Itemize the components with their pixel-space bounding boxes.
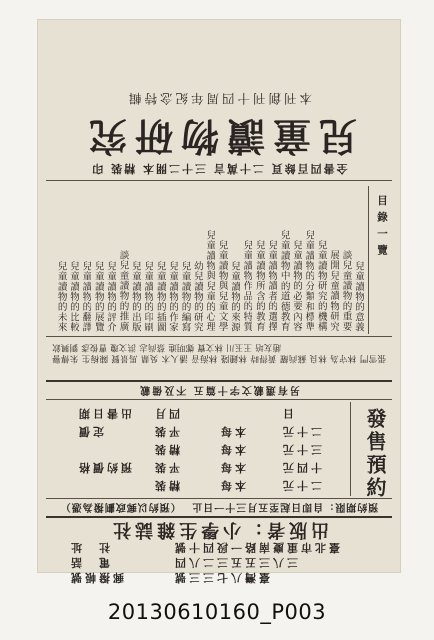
sale-label: 發售預約	[363, 408, 387, 500]
contents-item: 兒童讀物的分類和標準	[303, 230, 315, 332]
contents-item: 兒童讀物的意義	[353, 260, 364, 332]
contents-item: 兒童讀物的未來	[55, 260, 67, 332]
sale-row-extra: 三十元	[280, 443, 322, 456]
sale-row-value: 平裝	[152, 425, 180, 438]
contents-label: 目錄一覽	[376, 195, 388, 261]
divider	[368, 186, 369, 334]
contents-item: 兒童讀物的印刷	[142, 260, 154, 332]
publisher-row-value: 三八三五五三二八四	[172, 556, 298, 569]
contents-item: 兒童讀物的展覽	[92, 260, 104, 332]
publisher-info	[62, 542, 382, 590]
contents-item: 談兒童讀物的推廣	[117, 250, 129, 332]
sale-table	[68, 406, 348, 496]
page-title: 兒童讀物研究	[81, 114, 358, 159]
preorder-period: 預約期限：自即日起至五月三十一日止	[191, 501, 379, 512]
contents-item: 兒童讀物讀者的選擇	[266, 240, 278, 332]
publisher-label: 出版者：	[241, 519, 329, 540]
publisher-row-key: 郵撥帳號	[68, 571, 124, 584]
sale-row-value: 四月	[152, 407, 180, 420]
sale-row	[68, 424, 348, 442]
sale-row-value: 精裝	[152, 443, 180, 456]
contents-item: 兒童讀物與兒童的心理	[204, 230, 216, 332]
sale-row-head: 預約價格	[76, 461, 132, 474]
divider	[350, 402, 351, 496]
publisher-name: 小學生雜誌社	[109, 519, 241, 540]
book-specs: 全書四百餘頁 二十萬言 三十二開本 精裝 印	[90, 162, 348, 175]
contents-item: 兒童讀物所含的教育	[253, 240, 265, 332]
sale-row-unit: 本每	[218, 479, 246, 492]
sale-row	[68, 406, 348, 424]
publisher-row	[62, 572, 382, 587]
divider	[46, 498, 392, 499]
divider	[46, 336, 392, 337]
contents-item: 兒童讀物中的道德教育	[278, 230, 290, 332]
sale-row-extra: 二十元	[280, 479, 322, 492]
notice-text: 另有選載文字十篇五 不及備載	[138, 384, 300, 395]
contents-item: 兒童讀物與兒童文學	[216, 240, 228, 332]
authors-list: 張雪門 林守為 林良 蘇尚耀 黃得時 林鍾隆 林海音 潘人木 吳鼎 馬景賢 陳梅生 朱傳譽 趙友培 王玉川 林文寶 鄭明進 蔡尚志 洪文瓊 曹俊彥 劉興欽	[52, 342, 386, 363]
sale-row	[68, 460, 348, 478]
image-caption: 20130610160_P003	[107, 600, 327, 624]
sale-row-extra: 十四元	[280, 461, 322, 474]
contents-item: 兒童讀物的翻譯	[80, 260, 92, 332]
subtitle: 本刊創刊十四周年紀念特輯	[126, 91, 313, 106]
publisher-row-value: 臺北市重慶南路一段四十號	[172, 541, 340, 554]
sale-row-unit: 本每	[218, 443, 246, 456]
sale-row	[68, 442, 348, 460]
divider	[46, 180, 392, 181]
contents-item: 兒童讀物作品的特質	[241, 240, 253, 332]
divider	[46, 380, 392, 382]
contents-item: 幼兒讀物的研究	[191, 260, 203, 332]
contents-item: 兒童讀物研究的機構	[315, 240, 327, 332]
sale-row	[68, 478, 348, 496]
publisher-row-key: 社 址	[68, 541, 110, 554]
contents-item: 談兒童讀物的重要	[340, 250, 352, 332]
preorder-note: （預約以郵政劃撥為憑）	[59, 501, 181, 512]
flyer-page	[38, 20, 400, 584]
contents-item: 兒童讀物的編寫	[179, 260, 191, 332]
sale-row-head: 出書日期	[76, 407, 132, 420]
sale-row-head: 定價	[76, 425, 104, 438]
sale-row-extra: 二十元	[280, 425, 322, 438]
contents-item: 兒童讀物的插圖	[154, 260, 166, 332]
publisher-row-key: 電 話	[68, 556, 110, 569]
contents-item: 兒童讀物的必要內容	[291, 240, 303, 332]
contents-item: 兒童讀物的比較	[68, 260, 80, 332]
contents-item: 兒童讀物的來源	[229, 260, 241, 332]
publisher-row-value: 臺灣八七三三號	[172, 571, 270, 584]
sale-row-unit: 本每	[218, 425, 246, 438]
contents-item: 兒童讀物的評介	[105, 260, 117, 332]
divider	[46, 399, 392, 400]
sale-row-value: 精裝	[152, 479, 180, 492]
sale-row-extra: 日	[280, 407, 294, 420]
contents-item: 展開兒童讀物研究	[328, 250, 340, 332]
contents-list	[52, 186, 364, 334]
sale-row-unit: 本每	[218, 461, 246, 474]
sale-row-value: 平裝	[152, 461, 180, 474]
contents-item: 兒童讀物的作家	[167, 260, 179, 332]
contents-item: 兒童讀物的出版	[129, 260, 141, 332]
